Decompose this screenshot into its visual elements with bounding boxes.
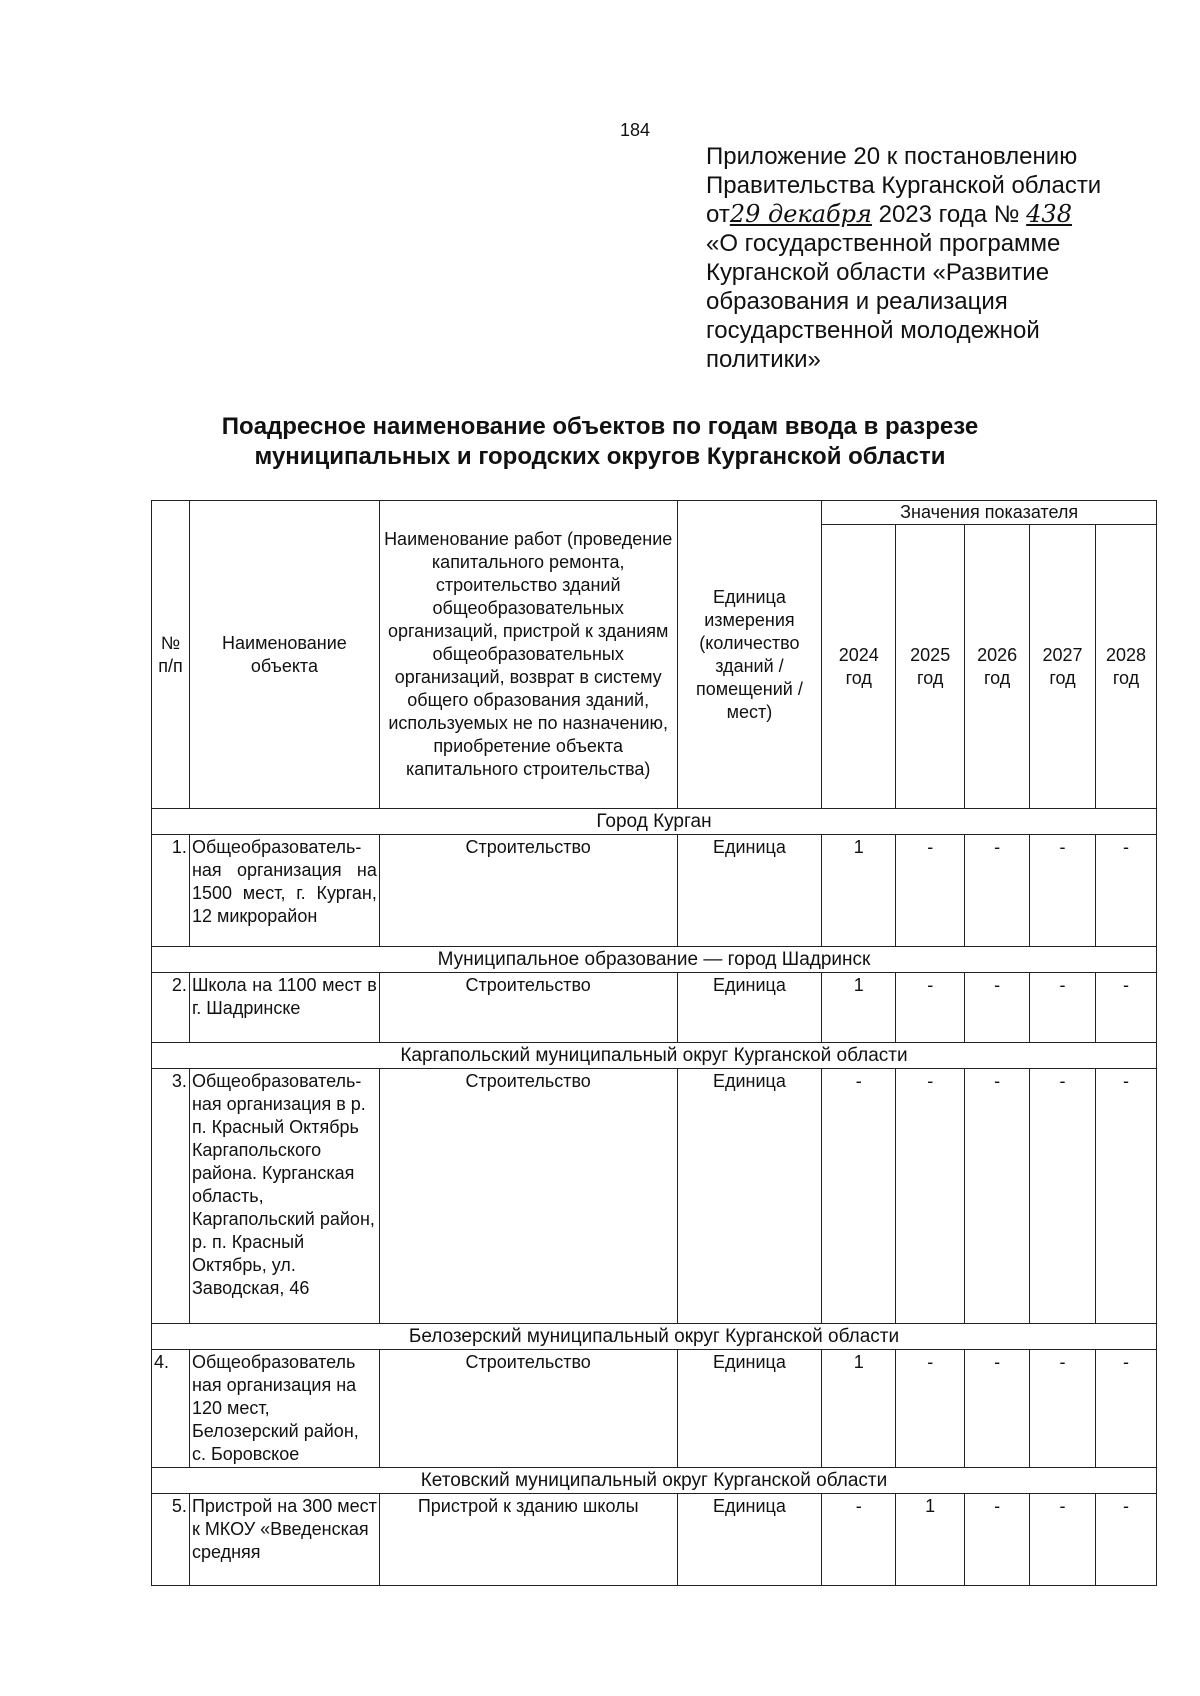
row-num: 4. bbox=[152, 1350, 190, 1468]
table-row bbox=[152, 835, 1157, 947]
appendix-line: Правительства Курганской области bbox=[706, 172, 1102, 199]
row-value: - bbox=[822, 1494, 896, 1586]
section-row bbox=[152, 947, 1157, 973]
header-num: № п/п bbox=[152, 501, 190, 809]
document-title bbox=[150, 412, 1050, 472]
row-value: - bbox=[1095, 1350, 1156, 1468]
row-num: 2. bbox=[152, 973, 190, 1043]
appendix-line: Курганской области «Развитие bbox=[706, 259, 1050, 286]
title-line: муниципальных и городских округов Курганской области bbox=[254, 443, 946, 470]
header-year: 2024 год bbox=[822, 525, 896, 809]
row-num: 3. bbox=[152, 1069, 190, 1324]
row-work: Строительство bbox=[379, 1350, 677, 1468]
appendix-line: политики» bbox=[706, 346, 821, 373]
row-value: - bbox=[822, 1069, 896, 1324]
row-object-name: Школа на 1100 мест в г. Шадринске bbox=[189, 973, 379, 1043]
header-unit: Единица измерения (количество зданий / помещений / мест) bbox=[677, 501, 822, 809]
row-unit: Единица bbox=[677, 1069, 822, 1324]
row-value: - bbox=[965, 1494, 1030, 1586]
section-row bbox=[152, 1043, 1157, 1069]
row-value: - bbox=[1095, 835, 1156, 947]
row-value: - bbox=[1095, 1494, 1156, 1586]
header-name: Наименование объекта bbox=[189, 501, 379, 809]
row-value: 1 bbox=[896, 1494, 965, 1586]
row-value: - bbox=[896, 973, 965, 1043]
row-num: 1. bbox=[152, 835, 190, 947]
row-value: - bbox=[1030, 1350, 1096, 1468]
row-value: - bbox=[1030, 1069, 1096, 1324]
row-unit: Единица bbox=[677, 1494, 822, 1586]
row-value: - bbox=[896, 835, 965, 947]
row-object-name: Общеобразователь-ная организация на 1500 мест, г. Курган, 12 микрорайон bbox=[189, 835, 379, 947]
row-unit: Единица bbox=[677, 835, 822, 947]
row-value: 1 bbox=[822, 835, 896, 947]
appendix-line: Приложение 20 к постановлению bbox=[706, 143, 1078, 170]
appendix-block bbox=[706, 142, 1176, 374]
table-row bbox=[152, 1069, 1157, 1324]
header-year: 2027 год bbox=[1030, 525, 1096, 809]
row-object-name: Пристрой на 300 мест к МКОУ «Введенская средняя bbox=[189, 1494, 379, 1586]
header-values-group: Значения показателя bbox=[822, 501, 1157, 525]
handwritten-number: 438 bbox=[1026, 200, 1072, 228]
section-row bbox=[152, 809, 1157, 835]
section-row bbox=[152, 1468, 1157, 1494]
row-value: - bbox=[1030, 835, 1096, 947]
row-value: - bbox=[896, 1069, 965, 1324]
objects-table bbox=[151, 500, 1157, 1586]
table-row bbox=[152, 1350, 1157, 1468]
table-row bbox=[152, 1494, 1157, 1586]
handwritten-date: 29 декабря bbox=[729, 200, 872, 228]
row-value: - bbox=[1095, 973, 1156, 1043]
header-year: 2028 год bbox=[1095, 525, 1156, 809]
row-work: Строительство bbox=[379, 973, 677, 1043]
appendix-from: от bbox=[706, 201, 730, 228]
row-value: - bbox=[1030, 1494, 1096, 1586]
appendix-year: 2023 года № bbox=[878, 201, 1020, 228]
page-number: 184 bbox=[620, 120, 651, 140]
appendix-line: образования и реализация bbox=[706, 288, 1008, 315]
section-title: Муниципальное образование — город Шадринск bbox=[152, 947, 1157, 973]
section-title: Каргапольский муниципальный округ Курганской области bbox=[152, 1043, 1157, 1069]
row-unit: Единица bbox=[677, 973, 822, 1043]
header-year: 2026 год bbox=[965, 525, 1030, 809]
row-value: - bbox=[965, 1069, 1030, 1324]
row-value: - bbox=[896, 1350, 965, 1468]
header-works: Наименование работ (проведение капитального ремонта, строительство зданий общеобразовательных организаций, пристрой к зданиям общеобразовательных организаций, возврат в систему общего образования зданий, используемых не по назначению, приобретение объекта капитального строительства) bbox=[379, 501, 677, 809]
row-unit: Единица bbox=[677, 1350, 822, 1468]
row-object-name: Общеобразователь ная организация на 120 мест, Белозерский район, с. Боровское bbox=[189, 1350, 379, 1468]
row-work: Строительство bbox=[379, 835, 677, 947]
row-value: - bbox=[965, 1350, 1030, 1468]
row-value: 1 bbox=[822, 1350, 896, 1468]
section-title: Белозерский муниципальный округ Курганской области bbox=[152, 1324, 1157, 1350]
header-year: 2025 год bbox=[896, 525, 965, 809]
row-value: 1 bbox=[822, 973, 896, 1043]
row-work: Строительство bbox=[379, 1069, 677, 1324]
row-value: - bbox=[965, 973, 1030, 1043]
row-num: 5. bbox=[152, 1494, 190, 1586]
title-line: Поадресное наименование объектов по годам ввода в разрезе bbox=[221, 413, 979, 440]
row-value: - bbox=[1095, 1069, 1156, 1324]
row-value: - bbox=[1030, 973, 1096, 1043]
row-value: - bbox=[965, 835, 1030, 947]
appendix-line: «О государственной программе bbox=[706, 230, 1061, 257]
row-work: Пристрой к зданию школы bbox=[379, 1494, 677, 1586]
appendix-line: государственной молодежной bbox=[706, 317, 1040, 344]
appendix-date-line bbox=[706, 200, 1176, 229]
row-object-name: Общеобразователь-ная организация в р. п. Красный Октябрь Каргапольского района. Курганская область, Каргапольский район, р. п. Красный Октябрь, ул. Заводская, 46 bbox=[189, 1069, 379, 1324]
section-title: Город Курган bbox=[152, 809, 1157, 835]
section-row bbox=[152, 1324, 1157, 1350]
section-title: Кетовский муниципальный округ Курганской области bbox=[152, 1468, 1157, 1494]
table-row bbox=[152, 973, 1157, 1043]
